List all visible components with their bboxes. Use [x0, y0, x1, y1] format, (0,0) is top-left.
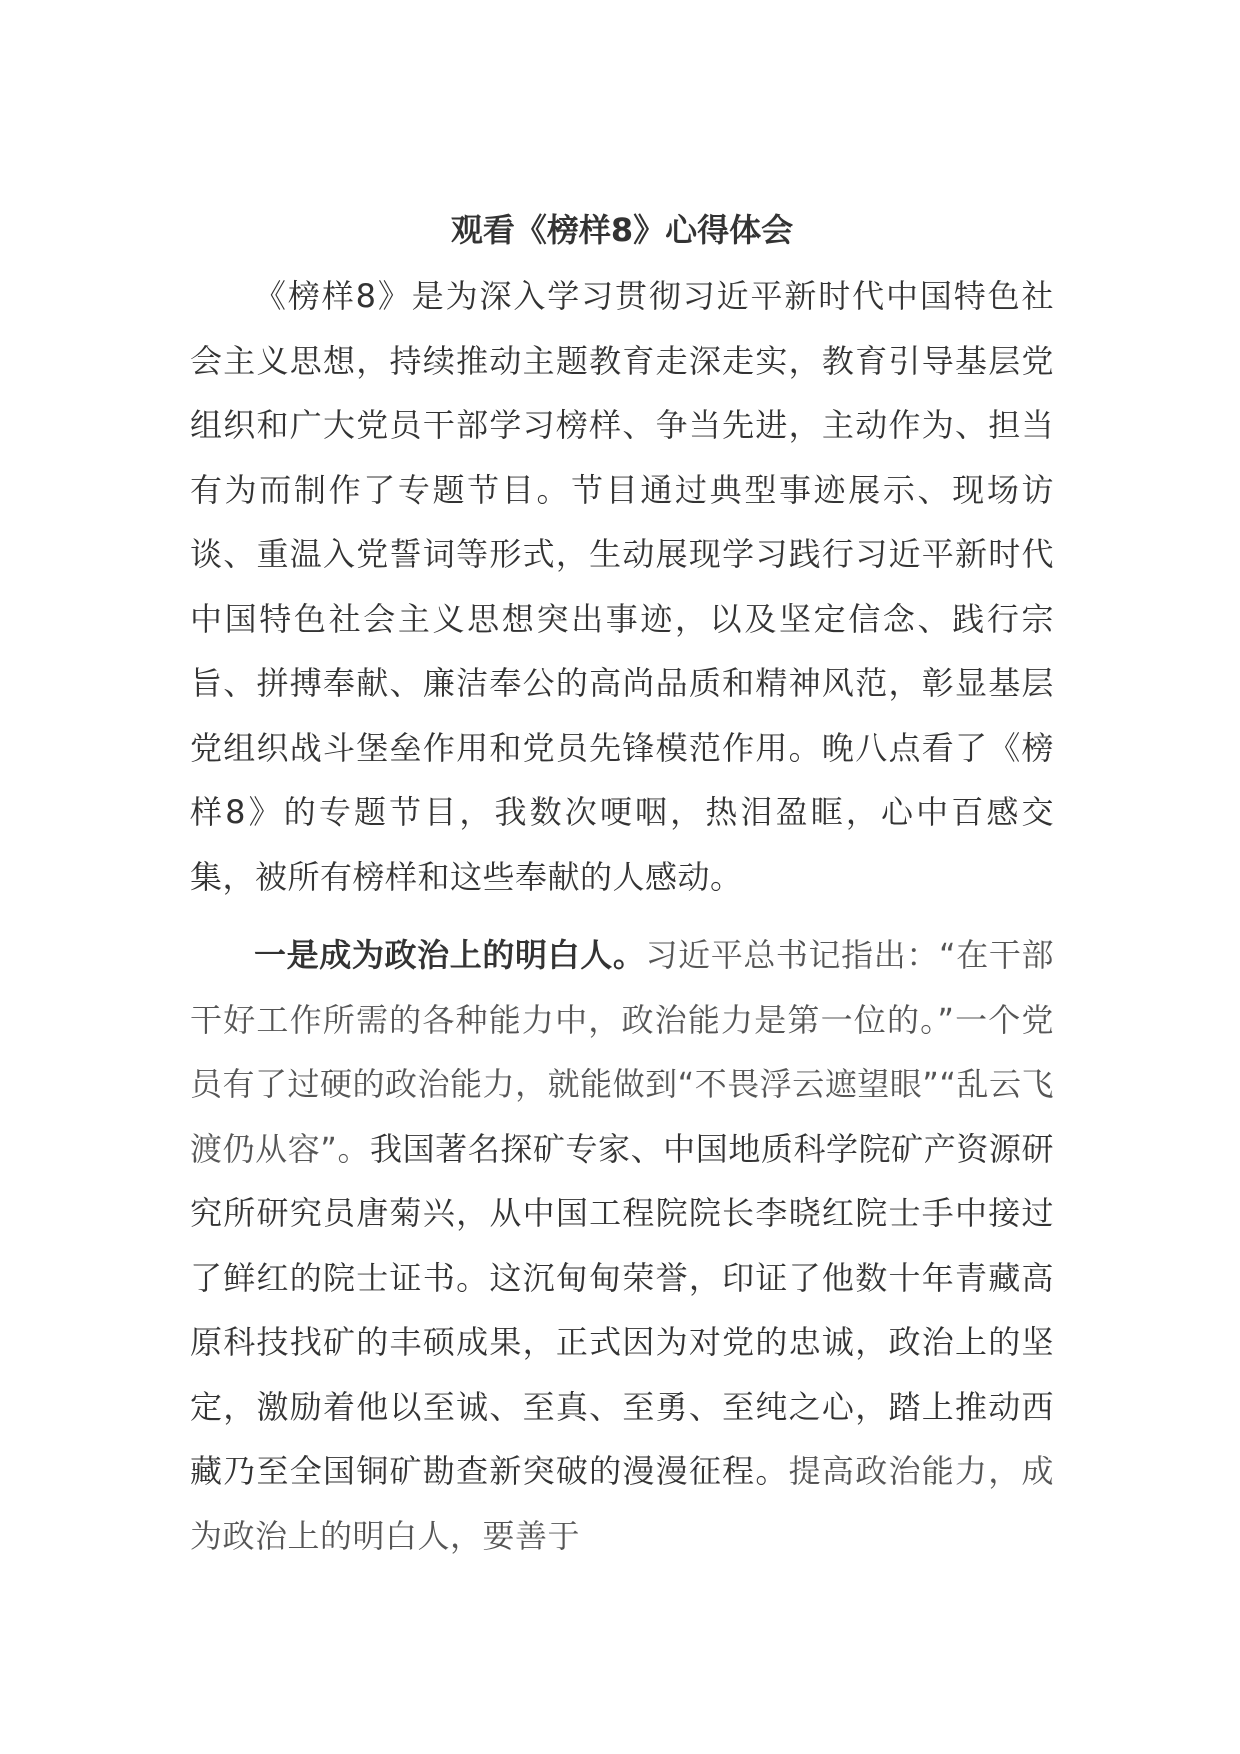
paragraph-quote-text: 习近平总书记指出：“在干部干好工作所需的各种能力中，政治能力是第一位的。”一个党员有了过硬的政治能力，就能做到“不畏浮云遮望眼”“乱云飞渡仍从容”。 — [190, 936, 1054, 1168]
document-title: 观看《榜样8》心得体会 — [450, 211, 794, 249]
paragraph-intro — [190, 264, 1054, 909]
paragraph-intro-text: 《榜样8》是为深入学习贯彻习近平新时代中国特色社会主义思想，持续推动主题教育走深走实，教育引导基层党组织和广大党员干部学习榜样、争当先进，主动作为、担当有为而制作了专题节目。节目通过典型事迹展示、现场访谈、重温入党誓词等形式，生动展现学习践行习近平新时代中国特色社会主义思想突出事迹，以及坚定信念、践行宗旨、拼搏奉献、廉洁奉公的高尚品质和精神风范，彰显基层党组织战斗堡垒作用和党员先锋模范作用。晚八点看了《榜样8》的专题节目，我数次哽咽，热泪盈眶，心中百感交集，被所有榜样和这些奉献的人感动。 — [190, 277, 1054, 896]
paragraph-example-text: 我国著名探矿专家、中国地质科学院矿产资源研究所研究员唐菊兴，从中国工程院院长李晓红院士手中接过了鲜红的院士证书。这沉甸甸荣誉，印证了他数十年青藏高原科技找矿的丰硕成果，正式因为对党的忠诚，政治上的坚定，激励着他以至诚、至真、至勇、至纯之心，踏上推动西藏乃至全国铜矿勘查新突破的漫漫征程。 — [190, 1129, 1054, 1490]
document-page — [190, 208, 1054, 1568]
paragraph-political — [190, 923, 1054, 1568]
paragraph-lead-heading: 一是成为政治上的明白人。 — [254, 936, 646, 974]
paragraph-conclusion-text: 提高政治能力，成为政治上的明白人，要善于 — [190, 1452, 1054, 1555]
